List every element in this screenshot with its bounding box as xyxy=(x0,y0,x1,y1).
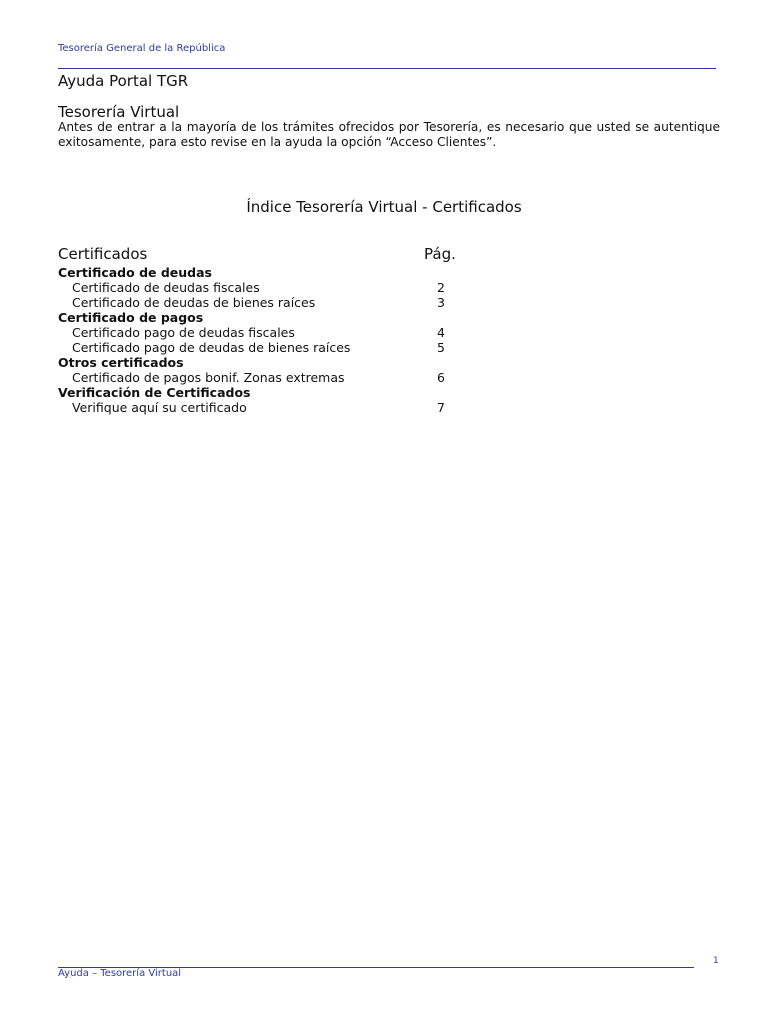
toc-item-label: Certificado de pagos bonif. Zonas extremas xyxy=(72,370,345,385)
toc-item-page: 3 xyxy=(437,295,445,310)
toc-item-label: Certificado de deudas fiscales xyxy=(72,280,260,295)
page-header: Tesorería General de la República xyxy=(58,43,226,54)
document-title: Ayuda Portal TGR xyxy=(58,72,189,90)
toc-item-page: 2 xyxy=(437,280,445,295)
toc-item-page: 4 xyxy=(437,325,445,340)
toc-column-page: Pág. xyxy=(424,245,456,263)
toc-item[interactable] xyxy=(58,325,478,340)
toc-item[interactable] xyxy=(58,400,478,415)
toc-item[interactable] xyxy=(58,370,478,385)
toc-group-title: Verificación de Certificados xyxy=(58,385,251,400)
section-title: Tesorería Virtual xyxy=(58,103,180,121)
page-footer: Ayuda – Tesorería Virtual xyxy=(58,968,182,979)
toc-item-label: Certificado pago de deudas fiscales xyxy=(72,325,295,340)
table-of-contents xyxy=(58,245,478,415)
toc-item[interactable] xyxy=(58,340,478,355)
page-number: 1 xyxy=(713,956,719,966)
toc-group-title: Otros certificados xyxy=(58,355,184,370)
toc-column-label: Certificados xyxy=(58,245,148,263)
header-rule xyxy=(58,68,716,69)
toc-item[interactable] xyxy=(58,280,478,295)
toc-item-label: Certificado pago de deudas de bienes raíces xyxy=(72,340,351,355)
toc-item-label: Verifique aquí su certificado xyxy=(72,400,247,415)
toc-group-title: Certificado de deudas xyxy=(58,265,212,280)
toc-group-title: Certificado de pagos xyxy=(58,310,204,325)
toc-item-page: 6 xyxy=(437,370,445,385)
index-title: Índice Tesorería Virtual - Certificados xyxy=(246,198,522,216)
toc-header xyxy=(58,245,478,265)
intro-paragraph: Antes de entrar a la mayoría de los trámites ofrecidos por Tesorería, es necesario que usted se autentique exitosamente, para esto revise en la ayuda la opción “Acceso Clientes”. xyxy=(58,120,720,149)
toc-item-label: Certificado de deudas de bienes raíces xyxy=(72,295,316,310)
toc-item-page: 7 xyxy=(437,400,445,415)
toc-item-page: 5 xyxy=(437,340,445,355)
toc-item[interactable] xyxy=(58,295,478,310)
